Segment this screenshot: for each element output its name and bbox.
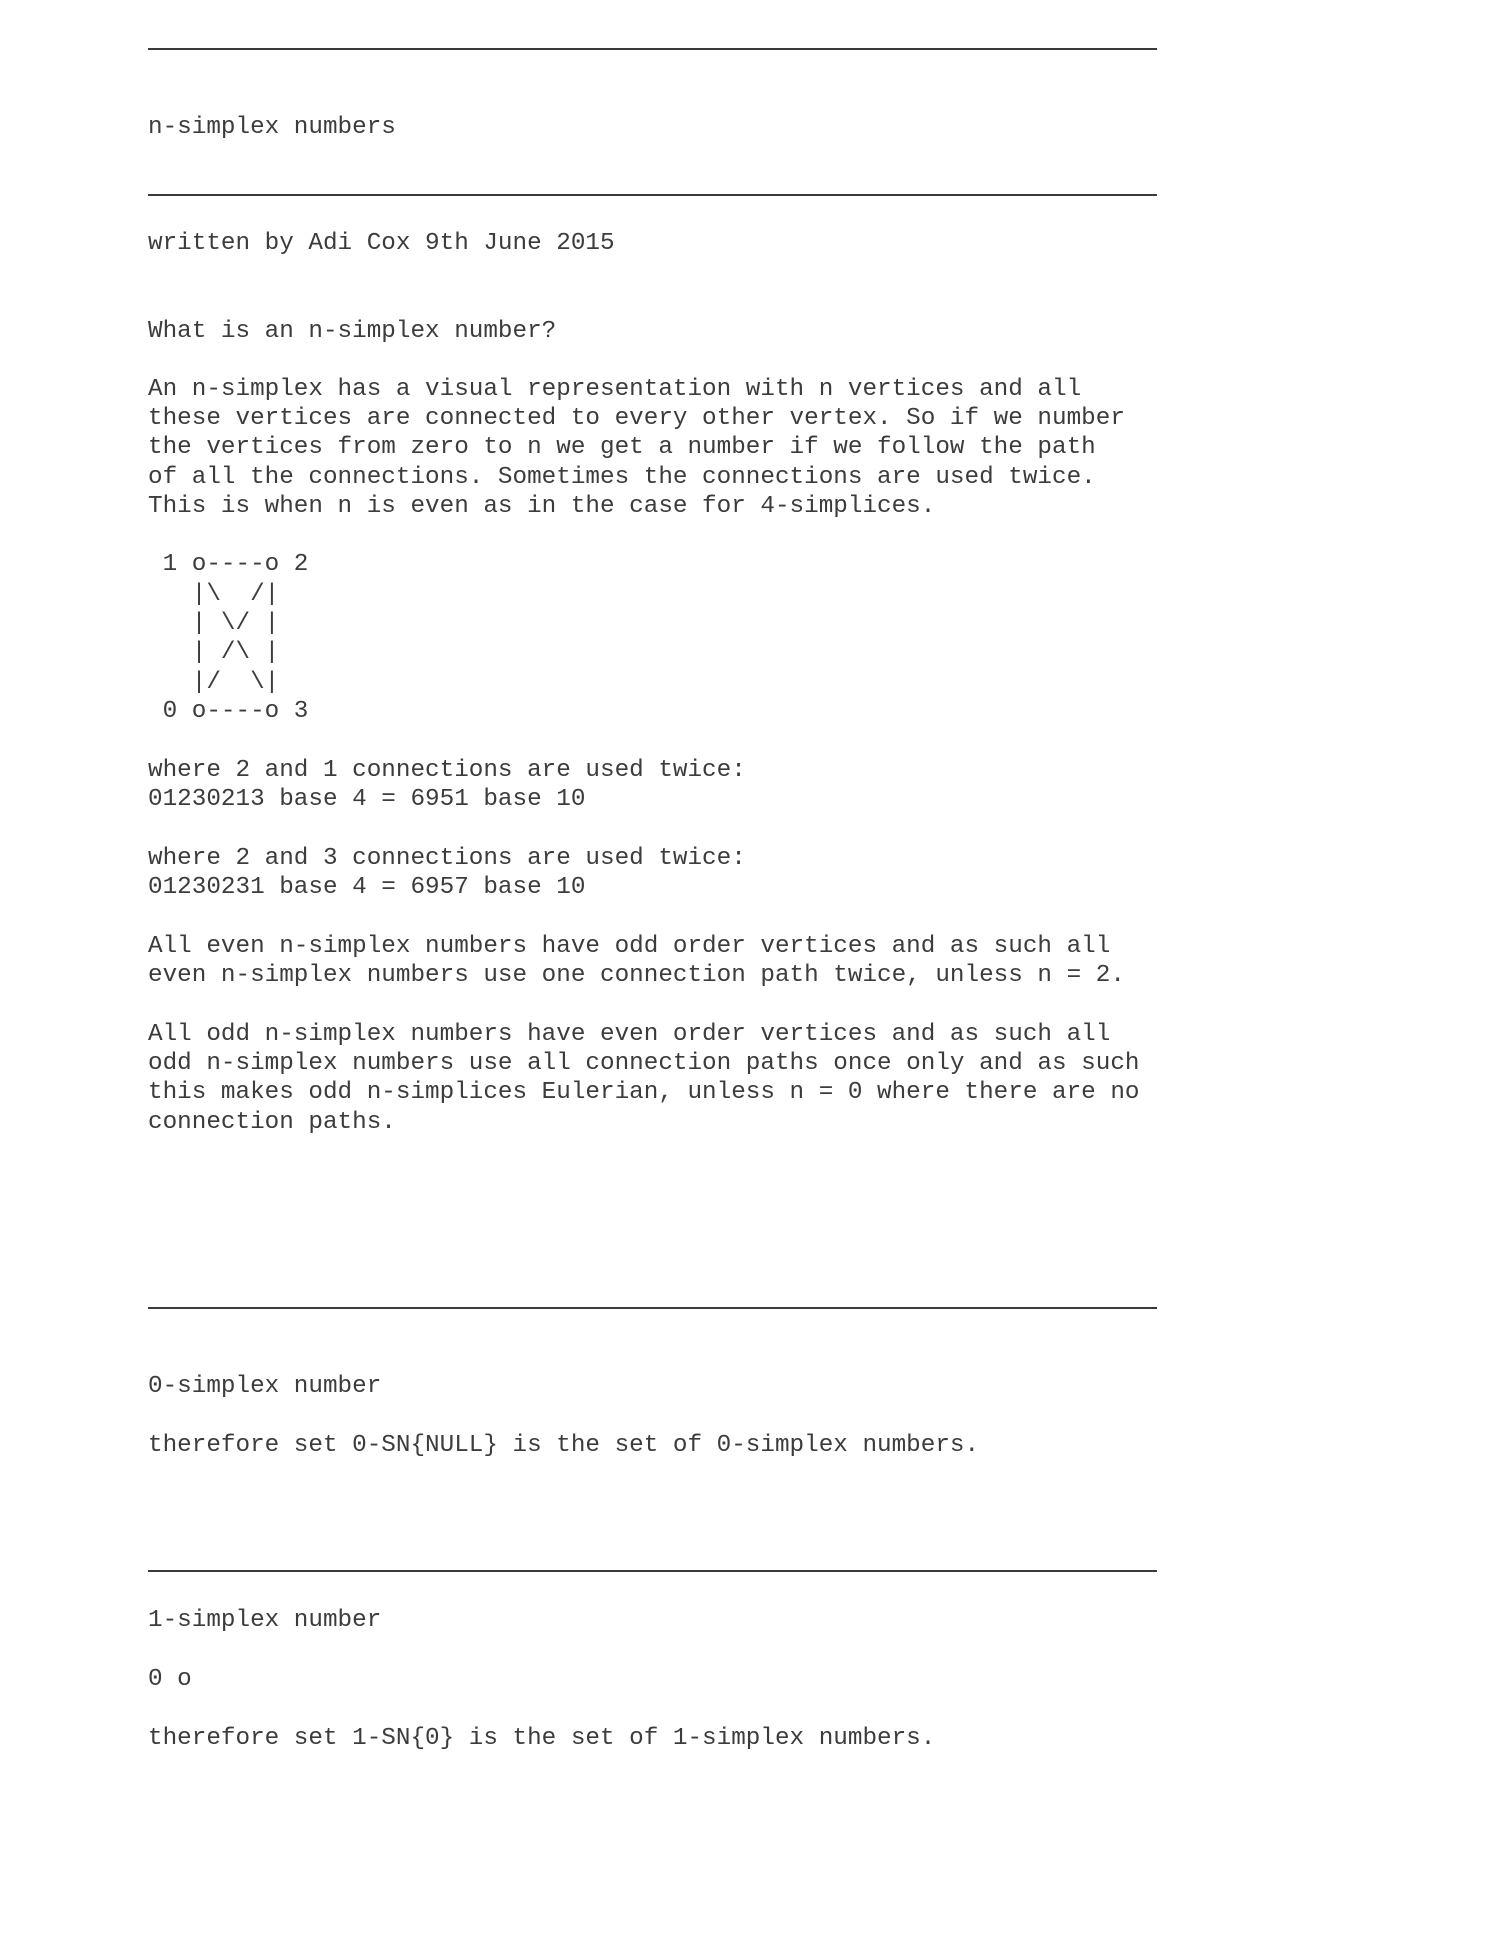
separator-rule [148,194,1157,196]
paragraph-line: the vertices from zero to n we get a number if we follow the path [148,434,1096,461]
separator-rule [148,1570,1157,1572]
diagram-line: |\ /| [148,581,280,608]
paragraph-line: these vertices are connected to every other vertex. So if we number [148,405,1125,432]
separator-rule [148,1307,1157,1309]
paragraph-line: connection paths. [148,1109,396,1136]
example-line: where 2 and 3 connections are used twice: [148,845,746,872]
section-question: What is an n-simplex number? [148,318,557,345]
paragraph-line: This is when n is even as in the case for 4-simplices. [148,493,936,520]
paragraph-line: All even n-simplex numbers have odd order vertices and as such all [148,933,1111,960]
paragraph-line: odd n-simplex numbers use all connection paths once only and as such [148,1050,1140,1077]
section-heading-1-simplex: 1-simplex number [148,1607,382,1634]
example-line: 01230213 base 4 = 6951 base 10 [148,786,586,813]
diagram-line: | /\ | [148,639,280,666]
byline: written by Adi Cox 9th June 2015 [148,230,615,257]
diagram-line: |/ \| [148,669,280,696]
example-line: where 2 and 1 connections are used twice: [148,757,746,784]
paragraph-line: this makes odd n-simplices Eulerian, unless n = 0 where there are no [148,1079,1140,1106]
diagram-line: 0 o----o 3 [148,698,309,725]
section-heading-0-simplex: 0-simplex number [148,1373,382,1400]
separator-rule [148,48,1157,50]
paragraph-line: even n-simplex numbers use one connection path twice, unless n = 2. [148,962,1125,989]
diagram-line: 1 o----o 2 [148,551,309,578]
statement-0-simplex: therefore set 0-SN{NULL} is the set of 0-simplex numbers. [148,1432,980,1459]
example-line: 01230231 base 4 = 6957 base 10 [148,874,586,901]
diagram-1-simplex: 0 o [148,1666,192,1693]
paragraph-line: An n-simplex has a visual representation with n vertices and all [148,376,1082,403]
diagram-line: | \/ | [148,610,280,637]
paragraph-line: All odd n-simplex numbers have even order vertices and as such all [148,1021,1111,1048]
statement-1-simplex: therefore set 1-SN{0} is the set of 1-simplex numbers. [148,1725,936,1752]
document-title: n-simplex numbers [148,114,396,141]
paragraph-line: of all the connections. Sometimes the connections are used twice. [148,464,1096,491]
